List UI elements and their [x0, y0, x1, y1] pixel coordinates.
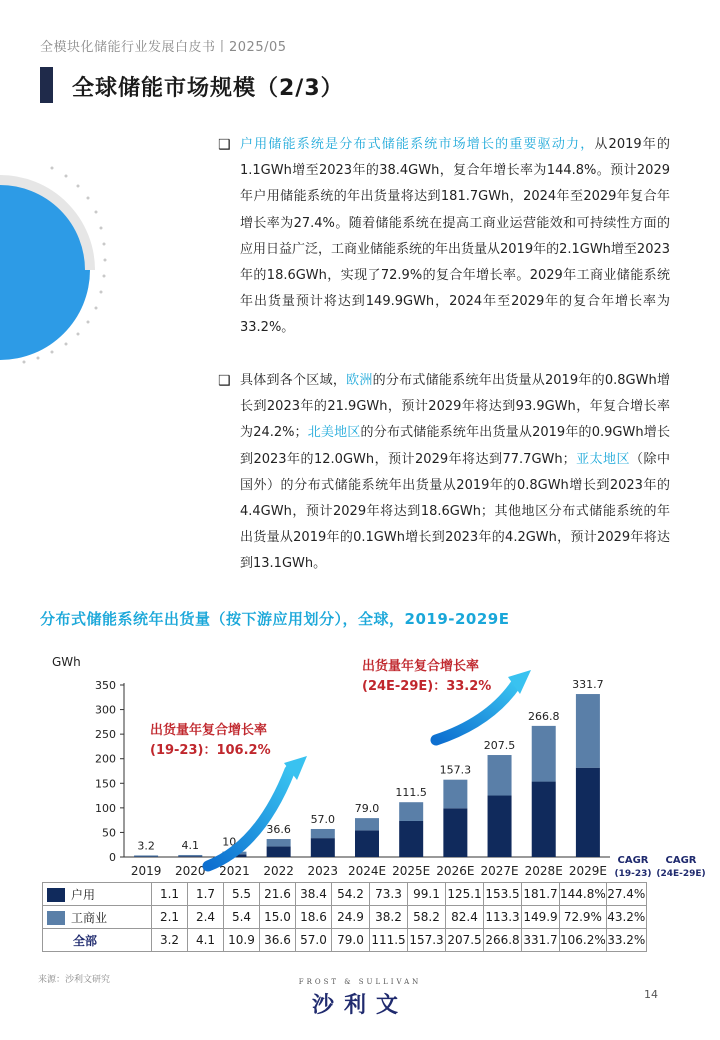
- table-cell: 21.6: [260, 883, 296, 906]
- total-value-label: 10.9: [222, 835, 247, 849]
- logo-english: FROST & SULLIVAN: [298, 978, 422, 986]
- table-cell: 266.8: [484, 929, 522, 952]
- table-cell: 54.2: [332, 883, 370, 906]
- y-tick-label: 350: [95, 679, 116, 692]
- table-cell: 58.2: [408, 906, 446, 929]
- cagr-headers: [614, 855, 705, 879]
- bar-segment: [355, 830, 379, 857]
- total-value-label: 79.0: [354, 802, 380, 816]
- total-value-label: 3.2: [137, 839, 155, 853]
- cagr-header-line1: CAGR: [665, 855, 697, 866]
- cagr-header-line2: (24E-29E): [656, 869, 706, 879]
- bars: [134, 678, 604, 857]
- cagr-cell: 106.2%: [560, 929, 607, 952]
- text-segment: 具体到各个区域，: [240, 373, 347, 388]
- table-cell: 15.0: [260, 906, 296, 929]
- table-row: [43, 929, 647, 952]
- legend-swatch: [47, 888, 65, 902]
- table-cell: 36.6: [260, 929, 296, 952]
- text-segment: 的分布式储能系统年出货量从2019年的0.9GWh增长到2023年的12.0GWh，预计2029年将达到77.7GWh；: [240, 425, 670, 467]
- x-tick-label: 2022: [263, 864, 294, 878]
- text-segment: 的分布式储能系统年出货量从2019年的0.8GWh增长到2023年的21.9GWh，预计2029年将达到93.9GWh，年复合增长率为24.2%；: [240, 373, 670, 441]
- bar-segment: [576, 768, 600, 857]
- paragraph-text: [218, 132, 670, 342]
- table-cell: 331.7: [522, 929, 560, 952]
- row-label: 全部: [73, 933, 98, 948]
- paragraph-household: [218, 132, 670, 342]
- y-tick-label: 100: [95, 801, 116, 815]
- bar-segment: [355, 818, 379, 830]
- table-row: [43, 906, 647, 929]
- bullet-square-icon: ❑: [218, 373, 231, 389]
- chart-title: 分布式储能系统年出货量（按下游应用划分），全球，2019-2029E: [40, 610, 510, 628]
- bar-segment: [532, 726, 556, 782]
- bar-segment: [267, 839, 291, 846]
- x-tick-label: 2019: [130, 864, 162, 878]
- cagr-cell: 27.4%: [606, 883, 646, 906]
- table-cell: 111.5: [370, 929, 408, 952]
- table-cell: 153.5: [484, 883, 522, 906]
- cagr-cell: 72.9%: [560, 906, 607, 929]
- table-cell: 181.7: [522, 883, 560, 906]
- annotation-title: 出货量年复合增长率: [150, 723, 268, 738]
- table-cell: 38.2: [370, 906, 408, 929]
- table-cell: 24.9: [332, 906, 370, 929]
- bar-segment: [311, 838, 335, 857]
- annotation-title: 出货量年复合增长率: [362, 659, 480, 674]
- bar-segment: [399, 821, 423, 857]
- x-tick-label: 2023: [307, 864, 339, 878]
- y-tick-label: 250: [95, 728, 116, 742]
- bar-chart: [0, 640, 720, 882]
- paragraph-regions: [218, 368, 670, 578]
- legend-swatch: [47, 911, 65, 925]
- total-value-label: 157.3: [439, 763, 472, 777]
- row-label-cell: [43, 906, 152, 929]
- bar-segment: [134, 856, 158, 857]
- table-cell: 1.7: [188, 883, 224, 906]
- data-table: [42, 882, 647, 952]
- total-value-label: 207.5: [483, 739, 516, 753]
- blue-half-circle-shape: [0, 180, 90, 360]
- cagr-header-line1: CAGR: [617, 855, 649, 866]
- table-cell: 207.5: [446, 929, 484, 952]
- table-cell: 4.1: [188, 929, 224, 952]
- source-note: 来源：沙利文研究: [38, 975, 111, 985]
- cagr-cell: 43.2%: [606, 906, 646, 929]
- bar-segment: [488, 796, 512, 857]
- y-axis-unit-label: GWh: [52, 655, 81, 669]
- row-label-cell: [43, 929, 152, 952]
- bar-segment: [399, 802, 423, 821]
- y-tick-label: 150: [95, 777, 116, 791]
- x-tick-label: 2021: [219, 864, 250, 878]
- total-value-label: 266.8: [527, 709, 560, 723]
- highlighted-phrase: 北美地区: [307, 425, 361, 441]
- table-cell: 57.0: [296, 929, 332, 952]
- x-tick-label: 2024E: [347, 864, 387, 878]
- table-cell: 82.4: [446, 906, 484, 929]
- x-tick-label: 2025E: [392, 864, 431, 878]
- table-cell: 2.1: [152, 906, 188, 929]
- table-cell: 149.9: [522, 906, 560, 929]
- row-label-cell: [43, 883, 152, 906]
- text-segment: （除中国外）的分布式储能系统年出货量从2019年的0.8GWh增长到2023年的4.4GWh，预计2029年将达到18.6GWh；其他地区分布式储能系统的年出货量从2019年的0.1GWh增长到2023年的4.2GWh，预计2029年将达到13.1GWh。: [240, 451, 670, 572]
- logo-chinese: 沙利文: [311, 993, 408, 1018]
- cagr-cell: 144.8%: [560, 883, 607, 906]
- table-cell: 99.1: [408, 883, 446, 906]
- highlighted-phrase: 户用储能系统是分布式储能系统市场增长的重要驱动力，: [240, 137, 595, 152]
- table-cell: 113.3: [484, 906, 522, 929]
- table-row: [43, 883, 647, 906]
- cagr-cell: 33.2%: [606, 929, 646, 952]
- row-label: 工商业: [71, 910, 108, 925]
- table-cell: 157.3: [408, 929, 446, 952]
- bar-segment: [576, 694, 600, 768]
- table-cell: 18.6: [296, 906, 332, 929]
- text-segment: 从2019年的1.1GWh增至2023年的38.4GWh，复合年增长率为144.8%。预计2029年户用储能系统的年出货量将达到181.7GWh，2024年至2029年复合年增长率为27.4%。随着储能系统在提高工商业运营能效和可持续性方面的应用日益广泛，工商业储能系统的年出货量从2019年的2.1GWh增至2023年的18.6GWh，实现了72.9%的复合年增长率。2029年工商业储能系统年出货量预计将达到149.9GWh，2024年至2029年的复合年增长率为33.2%。: [240, 137, 671, 336]
- x-tick-label: 2029E: [568, 864, 607, 878]
- x-axis-labels: [131, 864, 607, 878]
- x-tick-label: 2026E: [436, 864, 475, 878]
- annotation-value: (19-23)：106.2%: [150, 743, 271, 758]
- x-tick-label: 2020: [174, 864, 206, 878]
- total-value-label: 111.5: [395, 786, 427, 800]
- running-head: 全模块化储能行业发展白皮书丨2025/05: [40, 40, 287, 55]
- highlighted-phrase: 亚太地区: [575, 451, 631, 467]
- y-tick-label: 300: [95, 703, 116, 717]
- table-cell: 38.4: [296, 883, 332, 906]
- x-tick-label: 2027E: [480, 864, 519, 878]
- total-value-label: 4.1: [181, 838, 200, 852]
- page-number: 14: [644, 988, 658, 1001]
- bullet-square-icon: ❑: [218, 137, 231, 153]
- page-title: 全球储能市场规模（2/3）: [72, 76, 344, 101]
- total-value-label: 36.6: [266, 823, 291, 837]
- decorative-circle-graphic: [0, 150, 120, 390]
- bar-segment: [443, 808, 467, 857]
- table-cell: 3.2: [152, 929, 188, 952]
- total-value-label: 57.0: [310, 812, 336, 826]
- table-cell: 73.3: [370, 883, 408, 906]
- bar-segment: [311, 829, 335, 838]
- bar-segment: [267, 846, 291, 857]
- x-tick-label: 2028E: [524, 864, 563, 878]
- y-tick-label: 50: [102, 826, 116, 840]
- table-cell: 5.4: [224, 906, 260, 929]
- y-tick-label: 0: [109, 851, 116, 864]
- table-cell: 2.4: [188, 906, 224, 929]
- bar-segment: [532, 782, 556, 857]
- bar-segment: [443, 780, 467, 809]
- total-value-label: 331.7: [572, 678, 604, 692]
- row-label: 户用: [71, 887, 96, 902]
- table-cell: 79.0: [332, 929, 370, 952]
- paragraph-text: [218, 368, 670, 578]
- y-tick-label: 200: [95, 752, 116, 766]
- bar-segment: [134, 855, 158, 856]
- bar-segment: [178, 856, 202, 857]
- table-cell: 125.1: [446, 883, 484, 906]
- annotation-value: (24E-29E)：33.2%: [362, 679, 492, 694]
- table-cell: 1.1: [152, 883, 188, 906]
- highlighted-phrase: 欧洲: [346, 373, 373, 388]
- bar-segment: [488, 755, 512, 795]
- table-cell: 5.5: [224, 883, 260, 906]
- title-accent-bar: [40, 67, 53, 103]
- bar-segment: [178, 855, 202, 856]
- cagr-header-line2: (19-23): [614, 869, 652, 879]
- table-cell: 10.9: [224, 929, 260, 952]
